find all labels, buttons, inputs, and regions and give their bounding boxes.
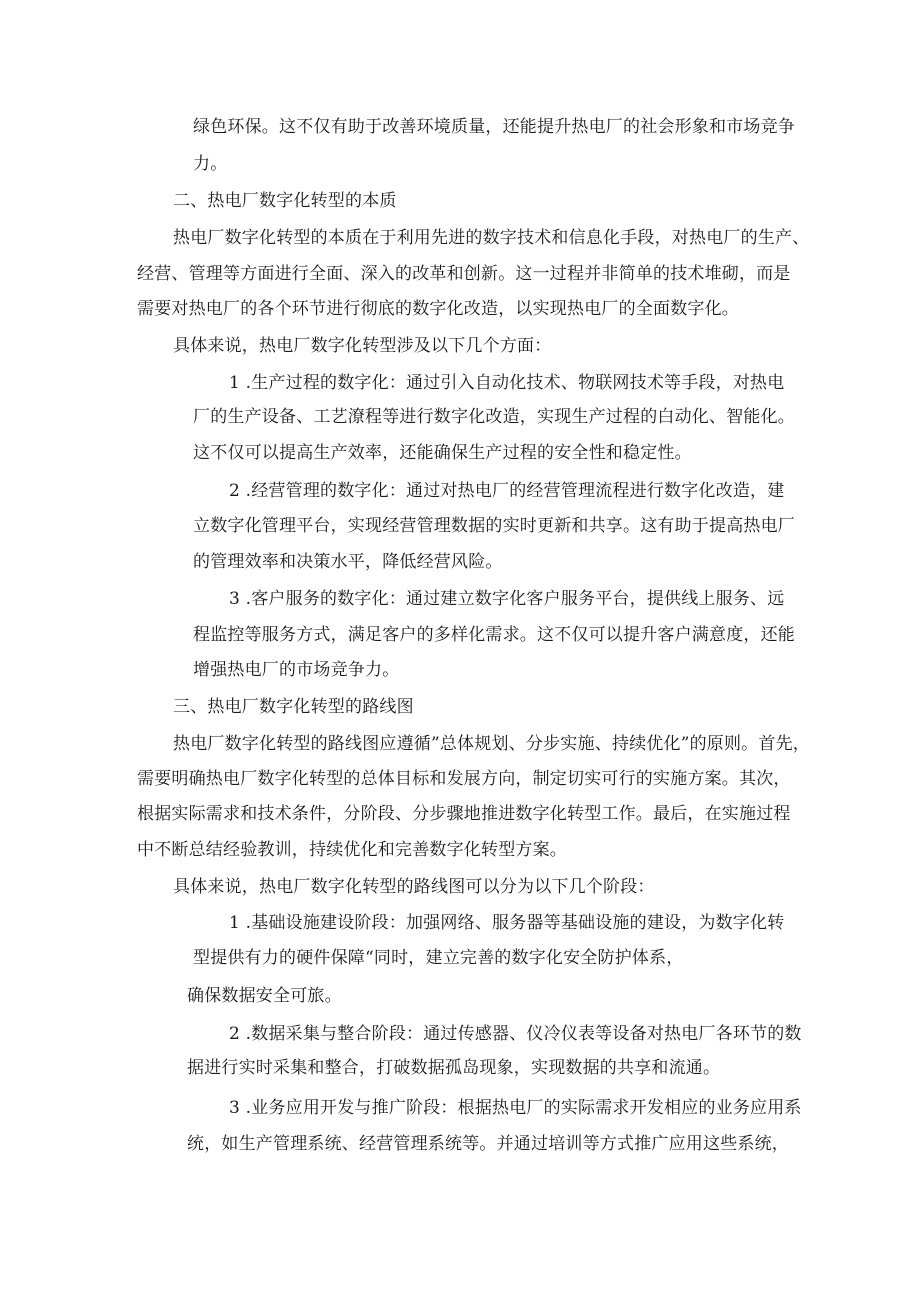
section-heading: 三、热电厂数字化转型的路线图 — [173, 697, 414, 717]
list-item-line: 型提供有力的硬件保障“同时，建立完善的数字化安全防护体系， — [193, 948, 684, 968]
paragraph-line: 需要明确热电厂数字化转型的总体目标和发展方向，制定切实可行的实施方案。其次， — [137, 769, 791, 789]
paragraph-line: 热电厂数字化转型的路线图应遵循”总体规划、分步实施、持续优化”的原则。首先， — [173, 734, 810, 754]
paragraph-line: 具体来说，热电厂数字化转型的路线图可以分为以下几个阶段： — [173, 877, 655, 897]
list-item-line: 1 .基础设施建设阶段：加强网络、服务器等基础设施的建设，为数字化转 — [229, 913, 785, 933]
list-item-line: 1 .生产过程的数字化：通过引入自动化技术、物联网技术等手段，对热电 — [229, 373, 785, 393]
list-item-line: 这不仅可以提高生产效率，还能确保生产过程的安全性和稳定性。 — [193, 443, 692, 463]
list-item-line: 统，如生产管理系统、经营管理系统等。并通过培训等方式推广应用这些系统， — [187, 1134, 789, 1154]
list-item-line: 确保数据安全可旅。 — [187, 986, 342, 1006]
list-item-line: 2 .数据采集与整合阶段：通过传感器、仪冷仪表等设备对热电厂各环节的数 — [229, 1024, 802, 1044]
paragraph-line: 中不断总结经验教训，持续优化和完善数字化转型方案。 — [137, 840, 567, 860]
section-heading: 二、热电厂数字化转型的本质 — [173, 191, 397, 211]
paragraph-line: 经营、管理等方面进行全面、深入的改革和创新。这一过程并非简单的技术堆砌，而是 — [137, 264, 791, 284]
list-item-line: 3 .业务应用开发与推广阶段：根据热电厂的实际需求开发相应的业务应用系 — [229, 1098, 802, 1118]
paragraph-line: 具体来说，热电厂数字化转型涉及以下几个方面： — [173, 336, 552, 356]
intro-text-line: 绿色环保。这不仅有助于改善环境质量，还能提升热电厂的社会形象和市场竞争 — [193, 117, 795, 137]
list-item-line: 程监控等服务方式，满足客户的多样化需求。这不仅可以提升客户满意度，还能 — [193, 625, 795, 645]
list-item-line: 2 .经营管理的数字化：通过对热电厂的经营管理流程进行数字化改造，建 — [229, 481, 785, 501]
list-item-line: 的管理效率和决策水平，降低经营风险。 — [193, 552, 503, 572]
list-item-line: 据进行实时采集和整合，打破数据孤岛现象，实现数据的共享和流通。 — [187, 1058, 721, 1078]
list-item-line: 立数字化管理平台，实现经营管理数据的实时更新和共享。这有助于提高热电厂 — [193, 516, 795, 536]
paragraph-line: 需要对热电厂的各个环节进行彻底的数字化改造，以实现热电厂的全面数字化。 — [137, 299, 739, 319]
list-item-line: 3 .客户服务的数字化：通过建立数字化客户服务平台，提供线上服务、远 — [229, 589, 785, 609]
paragraph-line: 热电厂数字化转型的本质在于利用先进的数字技术和信息化手段，对热电厂的生产、 — [173, 228, 810, 248]
list-item-line: 厂的生产设备、工艺潦程等进行数字化改造，实现生产过程的白动化、智能化。 — [193, 407, 795, 427]
paragraph-line: 根据实际需求和技术条件，分阶段、分步骤地推进数字化转型工作。最后，在实施过程 — [137, 804, 791, 824]
intro-text-line: 力。 — [193, 154, 228, 174]
list-item-line: 增强热电厂的市场竞争力。 — [193, 660, 400, 680]
